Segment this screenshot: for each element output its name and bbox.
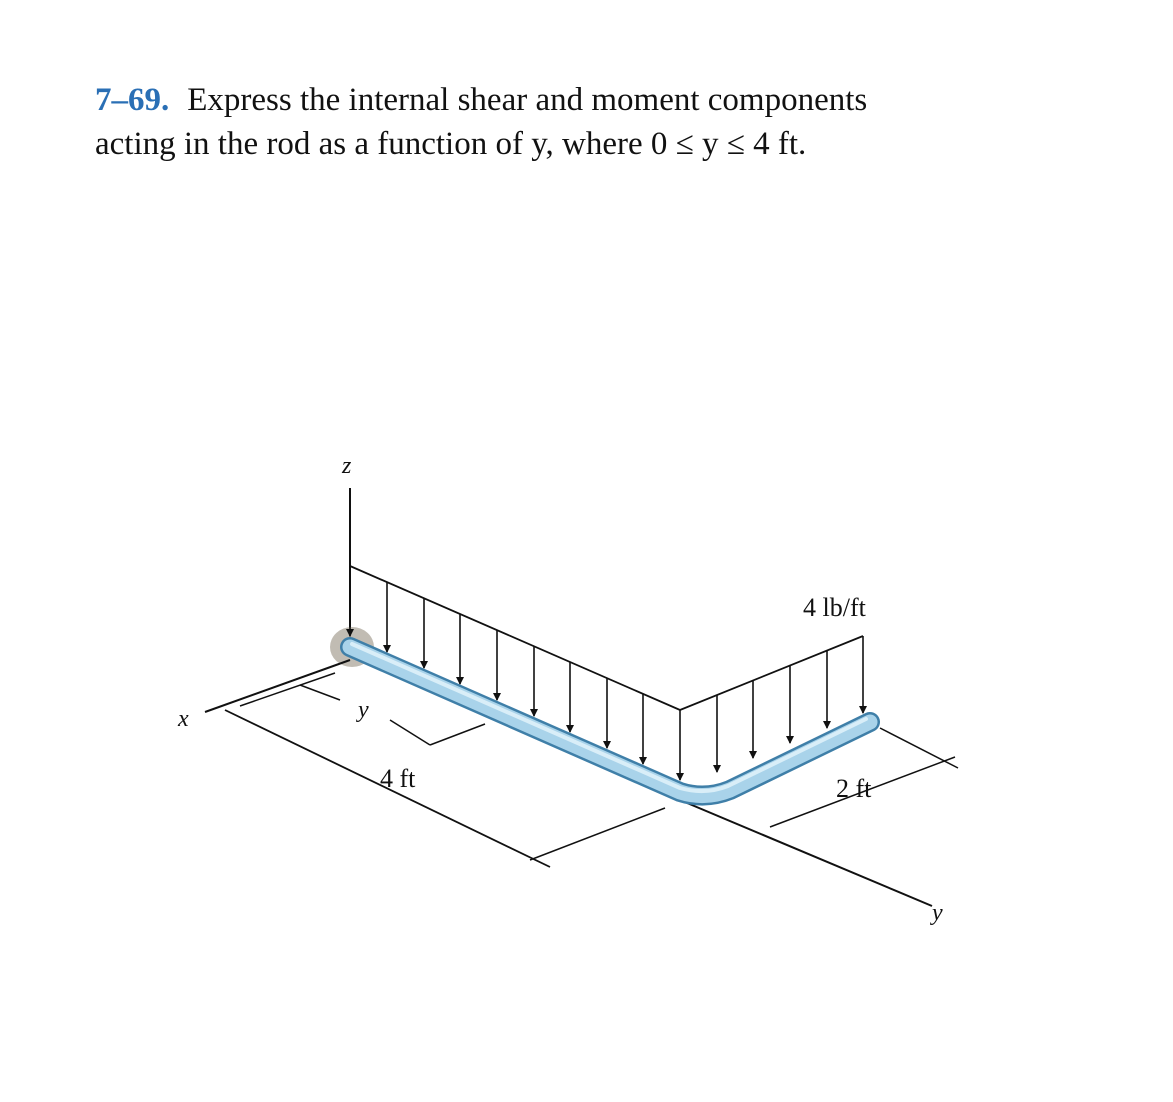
dim-y-ext-right [390,720,430,745]
problem-number: 7–69. [95,82,170,118]
rod-outline [350,647,870,796]
problem-line-2: acting in the rod as a function of y, where 0 ≤ y ≤ 4 ft. [95,126,807,162]
dim-y-tick [430,724,485,745]
load-intensity-label: 4 lb/ft [803,593,866,622]
dim-y-ext-left [300,685,340,700]
dim-2ft-label: 2 ft [836,774,872,803]
y-axis [680,800,932,906]
section-y-label: y [358,697,369,723]
rod-body [350,647,870,796]
problem-text-1: Express the internal shear and moment components [187,82,868,118]
axis-z-label: z [342,453,352,479]
dim-2ft-ext [880,728,958,768]
dim-4ft-label: 4 ft [380,764,416,793]
x-axis [205,660,350,712]
dim-4ft-ext-right [530,808,665,860]
dim-4ft-ext-left [240,673,335,706]
axis-y-label: y [932,900,943,926]
axis-x-label: x [178,706,189,732]
